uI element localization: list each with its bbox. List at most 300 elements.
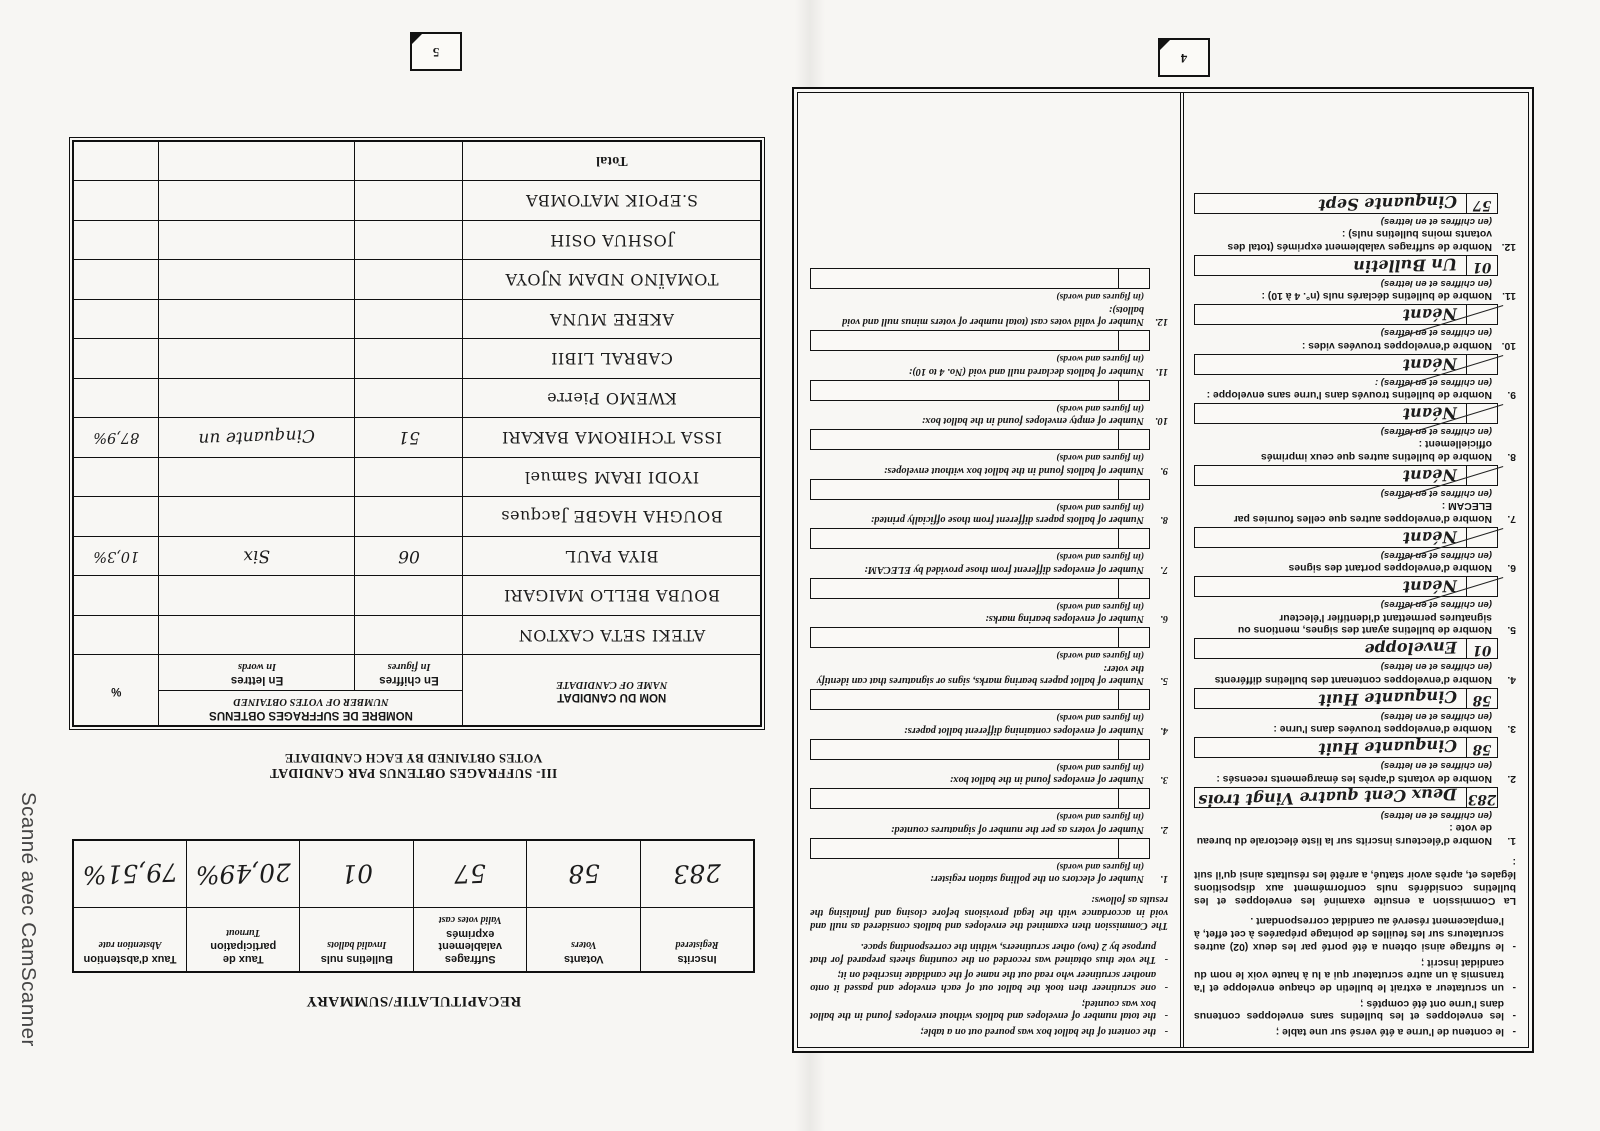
figures-box <box>1118 789 1149 808</box>
pv-item-number: 1. <box>1507 834 1516 846</box>
candidate-percent-cell <box>73 339 159 379</box>
pv-item-subtext: (en chiffres et en lettres) : <box>1374 376 1492 388</box>
pv-item-entry-box <box>1194 638 1498 659</box>
figures-box <box>1118 529 1149 548</box>
summary-value-cell <box>73 840 187 908</box>
figures-box <box>1118 839 1149 858</box>
pv-item-subtext: (en chiffres et en lettres) <box>1380 277 1492 289</box>
candidate-words-cell <box>159 536 355 576</box>
pv-item-head <box>1194 437 1516 462</box>
pv-item-text: Number of envelopes found in the ballot box: <box>949 774 1144 786</box>
handwritten-summary-value: 283 <box>672 858 722 889</box>
candidate-name: S.EPOIK MATOMBA <box>525 191 698 211</box>
candidate-name-cell <box>463 457 761 497</box>
figures-box <box>1466 788 1497 807</box>
pv-item-subtext: (in figures and words) <box>1056 501 1144 513</box>
words-line <box>811 740 1118 759</box>
candidate-percent-cell <box>73 141 159 181</box>
candidate-words-cell <box>159 141 355 181</box>
pv-item-entry-box <box>1194 304 1498 325</box>
words-line <box>811 529 1118 548</box>
candidate-row <box>73 457 761 497</box>
pv-item <box>810 429 1168 475</box>
pv-item <box>810 578 1168 624</box>
pv-item-text: Nombre de bulletins trouvés dans l'urne sans enveloppe : <box>1206 389 1492 400</box>
candidate-name-cell <box>463 220 761 260</box>
bullet-item <box>810 939 1168 964</box>
bullet-dash: - <box>1512 940 1516 952</box>
bullet-item <box>810 1024 1168 1037</box>
bullet-text: the content of the ballot box was poured out on a table; <box>920 1026 1156 1037</box>
candidate-row <box>73 378 761 418</box>
bullet-item <box>810 968 1168 993</box>
candidate-name-cell <box>463 497 761 537</box>
pv-item-text: Nombre de votants d'après les émargements recensés : <box>1216 772 1492 784</box>
candidate-percent-cell <box>73 181 159 221</box>
pv-item <box>1194 737 1516 783</box>
pv-item-entry-box <box>810 838 1150 859</box>
candidates-rows <box>73 141 761 655</box>
candidate-words-cell <box>159 497 355 537</box>
pv-item-head <box>810 364 1168 376</box>
figures-box <box>1118 269 1149 288</box>
figures-box <box>1466 466 1497 485</box>
bullet-item <box>1194 914 1516 952</box>
summary-header-cell <box>187 907 301 972</box>
pv-item-number: 3. <box>1507 723 1516 735</box>
pv-item-number: 5. <box>1507 624 1516 636</box>
candidate-figures-cell <box>355 576 463 616</box>
summary-header-en: Abstention rate <box>98 939 162 951</box>
handwritten-words: Deux Cent quatre Vingt trois <box>1198 784 1458 811</box>
pv-item-text: Number of envelopes containing different ballot papers: <box>904 724 1144 736</box>
candidate-words-cell <box>159 181 355 221</box>
pv-item <box>1194 403 1516 462</box>
candidate-words-cell <box>159 615 355 655</box>
pv-item-entry-box <box>810 788 1150 809</box>
pv-item-subtext: (in figures and words) <box>1056 353 1144 365</box>
summary-header-cell <box>300 907 414 972</box>
candidate-words-cell <box>159 220 355 260</box>
pv-item-head <box>810 513 1168 525</box>
candidate-name-header <box>463 655 761 726</box>
candidate-percent-cell <box>73 299 159 339</box>
pv-items-frame <box>797 92 1529 1048</box>
summary-header-cell <box>527 907 641 972</box>
candidate-percent-cell <box>73 615 159 655</box>
figures-header-en: In figures <box>387 660 431 672</box>
pv-item-subtext: (in figures and words) <box>1056 811 1144 823</box>
french-intro: La Commission a ensuite examiné les enveloppes et les bulletins considérés nuls conformément aux dispositions légales et, après avoir statué, a arrêté les résultats ainsi qu'il suit : <box>1194 855 1516 906</box>
summary-header-cell <box>641 907 755 972</box>
pv-item-entry-box <box>1194 688 1498 709</box>
candidates-table <box>72 140 762 727</box>
candidate-votes-figures: 06 <box>398 545 420 566</box>
candidate-row <box>73 418 761 458</box>
candidate-row <box>73 141 761 181</box>
french-items <box>1194 193 1516 846</box>
handwritten-words: Cinquante Sept <box>1318 191 1458 215</box>
handwritten-summary-value: 57 <box>453 858 487 889</box>
pv-item <box>1194 465 1516 524</box>
handwritten-words: Cinquante Huit <box>1318 687 1458 710</box>
candidate-name-cell <box>463 418 761 458</box>
candidate-figures-cell <box>355 339 463 379</box>
summary-header-fr: Suffrages valablement exprimés <box>438 927 503 965</box>
summary-value-cell <box>300 840 414 908</box>
candidate-percent-cell <box>73 536 159 576</box>
candidate-name-cell <box>463 378 761 418</box>
candidate-words-cell <box>159 339 355 379</box>
pv-item-number: 2. <box>1507 772 1516 784</box>
summary-header-en: Registered <box>675 939 719 951</box>
figures-box <box>1466 194 1497 213</box>
handwritten-summary-value: 01 <box>340 858 374 889</box>
pv-item <box>1194 784 1516 846</box>
pv-item-head <box>1194 338 1516 350</box>
pv-item-number: 7. <box>1160 563 1168 575</box>
pv-item-text: Number of envelopes bearing marks: <box>985 613 1144 625</box>
pv-item-head <box>1194 561 1516 573</box>
figures-box <box>1466 689 1497 708</box>
candidate-name-cell <box>463 299 761 339</box>
french-column <box>1180 93 1528 1047</box>
pv-item <box>1194 304 1516 350</box>
pv-item-entry-box <box>1194 784 1498 811</box>
section-title-en: VOTES OBTAINED BY EACH CANDIDATE <box>284 751 543 765</box>
pv-item <box>1194 354 1516 400</box>
handwritten-figure: 58 <box>1472 741 1492 758</box>
figures-box <box>1118 381 1149 400</box>
candidate-name-cell <box>463 536 761 576</box>
pv-item-head <box>1194 227 1516 252</box>
figures-box <box>1118 740 1149 759</box>
words-line <box>811 269 1118 288</box>
bullet-dash: - <box>1512 981 1516 993</box>
pv-item-text: Number of ballot papers bearing marks, signs or signatures that can identify the voter: <box>816 662 1144 687</box>
bullet-text: The vote thus obtained was recorded on the counting sheets prepared for that purpose by 2 (two) other scrutineers, within the corresponding space. <box>810 940 1156 965</box>
handwritten-summary-value: 20,49% <box>195 857 292 890</box>
pv-item-number: 8. <box>1507 450 1516 462</box>
figures-header-fr: En chiffres <box>379 673 439 686</box>
candidate-words-cell <box>159 457 355 497</box>
candidate-name: ISSA TCHIROMA BAKARI <box>501 428 723 448</box>
pv-item-number: 6. <box>1160 613 1168 625</box>
figures-box <box>1118 690 1149 709</box>
pv-item-number: 11. <box>1155 365 1168 377</box>
pv-item-number: 10. <box>1155 415 1168 427</box>
candidate-name-cell <box>463 181 761 221</box>
pv-item <box>810 479 1168 525</box>
pv-item-head <box>810 773 1168 785</box>
candidate-figures-cell <box>355 536 463 576</box>
bullet-text: un scrutateur a extrait le bulletin de chaque enveloppe et l'a transmis à un autre scrutateur qui a lu à haute voix le nom du candidat inscrit ; <box>1194 956 1504 993</box>
candidate-figures-cell <box>355 181 463 221</box>
candidate-row <box>73 576 761 616</box>
pv-item-number: 6. <box>1507 562 1516 574</box>
words-line <box>811 579 1118 598</box>
english-intro: The Commission then examined the envelopes and ballots considered as null and void in accordance with the legal provisions before closing and finalising the results as follows: <box>810 894 1168 932</box>
pv-item-head <box>810 414 1168 426</box>
candidate-name-cell <box>463 339 761 379</box>
pv-item-number: 8. <box>1160 514 1168 526</box>
pv-item-head <box>1194 821 1516 846</box>
candidate-figures-cell <box>355 615 463 655</box>
handwritten-words: Cinquante Huit <box>1318 736 1458 760</box>
candidates-header-row-1 <box>73 690 761 726</box>
votes-header-fr: NOMBRE DE SUFFRAGES OBTENUS <box>209 709 413 721</box>
pv-item-text: Number of ballots papers different from those officially printed: <box>870 514 1144 526</box>
page-corner-marker-4 <box>1158 38 1210 77</box>
pv-item-text: Nombre de bulletins déclarés nuls (n°. 4 à 10) : <box>1261 290 1492 302</box>
pv-item-text: Number of valid votes cast (total number of voters minus null and void ballots): <box>842 303 1144 328</box>
words-line <box>811 480 1118 499</box>
camscanner-watermark: Scanné avec CamScanner <box>17 792 40 1047</box>
words-line <box>811 381 1118 400</box>
summary-value-cell <box>641 840 755 908</box>
summary-header-cell <box>73 907 187 972</box>
pv-item-entry-box <box>810 429 1150 450</box>
pv-item <box>810 838 1168 884</box>
bullet-dash: - <box>1164 981 1168 993</box>
candidate-figures-cell <box>355 141 463 181</box>
percent-header-label: % <box>111 685 122 698</box>
candidate-name: BIYA PAUL <box>565 546 659 566</box>
candidate-figures-cell <box>355 457 463 497</box>
pv-item <box>1194 688 1516 734</box>
handwritten-summary-value: 58 <box>567 858 601 889</box>
figures-box <box>1466 528 1497 547</box>
bullet-text: le contenu de l'urne a été versé sur une table ; <box>1275 1026 1504 1037</box>
handwritten-words: Un Bulletin <box>1353 254 1458 276</box>
figures-box <box>1466 577 1497 596</box>
name-header-en: NAME OF CANDIDATE <box>556 678 668 690</box>
name-header-fr: NOM DU CANDIDAT <box>557 691 667 704</box>
pv-item-subtext: (in figures and words) <box>1056 452 1144 464</box>
handwritten-figure: 57 <box>1472 196 1492 213</box>
pv-item-number: 11. <box>1502 290 1516 302</box>
pv-item-subtext: (in figures and words) <box>1056 761 1144 773</box>
pv-item-entry-box <box>1194 255 1498 276</box>
page-number: 4 <box>1180 51 1188 66</box>
figures-box <box>1466 355 1497 374</box>
pv-item-head <box>810 612 1168 624</box>
candidate-name: ATEKI SETA CAXTON <box>518 625 706 645</box>
pv-item-text: Number of ballots declared null and void (No. 4 to 10): <box>908 365 1144 377</box>
pv-item-head <box>1194 722 1516 734</box>
candidates-table-wrap <box>72 140 762 727</box>
candidate-name-cell <box>463 576 761 616</box>
figures-box <box>1118 579 1149 598</box>
pv-item <box>1194 255 1516 301</box>
pv-item-head <box>1194 499 1516 524</box>
handwritten-figure: 01 <box>1472 258 1492 275</box>
pv-item-entry-box <box>810 739 1150 760</box>
candidate-name: KWEMO Pierre <box>546 388 677 408</box>
figures-box <box>1466 305 1497 324</box>
pv-item-subtext: (in figures and words) <box>1056 650 1144 662</box>
pv-item <box>1194 576 1516 635</box>
candidate-words-cell <box>159 260 355 300</box>
pv-item-entry-box <box>810 578 1150 599</box>
summary-header-en: Turnout <box>226 926 261 938</box>
figures-box <box>1118 480 1149 499</box>
section-title-fr: III- SUFFRAGES OBTENUS PAR CANDIDAT <box>269 766 558 781</box>
figures-box <box>1118 430 1149 449</box>
pv-item-text: Nombre d'enveloppes contenant des bulletins différents <box>1214 673 1492 685</box>
handwritten-figure: 283 <box>1467 790 1497 807</box>
candidate-name-cell <box>463 615 761 655</box>
summary-values-row <box>73 840 754 908</box>
pv-item-head <box>810 723 1168 735</box>
bullet-text: les enveloppes et les bulletins sans enveloppes contenus dans l'urne ont été comptés ; <box>1194 997 1504 1022</box>
figures-box <box>1118 628 1149 647</box>
pv-item-text: Nombre de bulletins ayant des signes, mentions ou signatures permettant d'identifier l'électeur <box>1237 611 1492 636</box>
handwritten-words: Néant <box>1402 527 1458 548</box>
summary-header-en: Voters <box>570 939 597 951</box>
words-line <box>811 789 1118 808</box>
pv-item <box>810 380 1168 426</box>
pv-item-subtext: (in figures and words) <box>1056 600 1144 612</box>
bullet-item <box>810 996 1168 1021</box>
bullet-item <box>1194 996 1516 1021</box>
pv-item-entry-box <box>1194 465 1498 486</box>
pv-item-text: Nombre d'enveloppes trouvées dans l'urne : <box>1273 723 1492 735</box>
candidate-figures-cell <box>355 260 463 300</box>
words-line <box>811 690 1118 709</box>
pv-item <box>810 788 1168 834</box>
candidate-row <box>73 220 761 260</box>
candidate-words-cell <box>159 576 355 616</box>
pv-item-subtext: (en chiffres et en lettres) <box>1380 760 1492 772</box>
handwritten-words: Néant <box>1402 465 1458 486</box>
candidate-figures-cell <box>355 497 463 537</box>
pv-item-subtext: (en chiffres et en lettres) <box>1380 487 1492 499</box>
figures-box <box>1466 256 1497 275</box>
candidate-row <box>73 536 761 576</box>
handwritten-figure: 01 <box>1472 642 1492 659</box>
bullet-dash: - <box>1164 953 1168 965</box>
pv-item-entry-box <box>1194 403 1498 424</box>
pv-item <box>810 268 1168 327</box>
summary-header-en: Invalid ballots <box>327 939 387 951</box>
summary-header-fr: Inscrits <box>677 953 717 965</box>
candidate-figures-cell <box>355 220 463 260</box>
french-bullets <box>1194 914 1516 1037</box>
summary-title: RECAPITULATIF/SUMMARY <box>305 993 522 1009</box>
handwritten-words: Néant <box>1402 403 1458 424</box>
english-items <box>810 268 1168 884</box>
page-corner-marker-5 <box>410 32 462 71</box>
words-header <box>159 655 355 690</box>
pv-item-subtext: (en chiffres et en lettres) <box>1380 426 1492 437</box>
pv-item-entry-box <box>1194 737 1498 758</box>
summary-header-fr: Votants <box>563 953 604 965</box>
pv-item-number: 2. <box>1160 823 1168 835</box>
summary-header-cell <box>414 907 528 972</box>
pv-items-page <box>792 87 1534 1053</box>
figures-header <box>355 655 463 690</box>
pv-item-text: Nombre d'enveloppes autres que celles fournies par ELECAM : <box>1233 500 1492 524</box>
bullet-item <box>1194 955 1516 993</box>
candidate-name: BOUGHA HAGBE Jacques <box>500 507 723 527</box>
handwritten-figure: 58 <box>1472 691 1492 708</box>
pv-item-number: 4. <box>1507 673 1516 685</box>
pv-item-number: 12. <box>1501 240 1516 252</box>
pv-item-entry-box <box>810 528 1150 549</box>
candidate-votes-figures: 51 <box>398 427 420 448</box>
candidate-row <box>73 339 761 379</box>
pv-item-entry-box <box>810 627 1150 648</box>
pv-item-entry-box <box>810 689 1150 710</box>
handwritten-words: Néant <box>1402 304 1458 325</box>
pv-item-head <box>810 302 1168 327</box>
pv-item-head <box>810 661 1168 686</box>
candidate-figures-cell <box>355 378 463 418</box>
pv-item-subtext: (in figures and words) <box>1056 551 1144 563</box>
summary-header-fr: Taux de participation <box>210 940 277 965</box>
bullet-dash: - <box>1512 1026 1516 1037</box>
words-line <box>811 430 1118 449</box>
pv-item-subtext: (en chiffres et en lettres) <box>1380 599 1492 611</box>
words-header-en: In words <box>237 660 277 672</box>
pv-item-head <box>1194 672 1516 684</box>
candidate-percent-cell <box>73 378 159 418</box>
votes-obtained-header <box>159 690 463 726</box>
pv-item <box>1194 193 1516 252</box>
pv-item-entry-box <box>1194 193 1498 214</box>
candidate-figures-cell <box>355 418 463 458</box>
pv-item-text: Nombre de suffrages valablement exprimés (total des votants moins bulletins nuls) : <box>1227 228 1492 252</box>
summary-header-fr: Taux d'abstention <box>83 953 177 965</box>
candidate-row <box>73 299 761 339</box>
candidate-percent: 87,9% <box>93 429 140 446</box>
pv-item-text: Nombre de bulletins autres que ceux imprimés officiellement : <box>1261 438 1492 462</box>
figures-box <box>1466 639 1497 658</box>
candidate-row <box>73 181 761 221</box>
pv-item-entry-box <box>1194 354 1498 375</box>
candidate-words-cell <box>159 418 355 458</box>
bullet-text: le suffrage ainsi obtenu a été porté par les deux (02) autres scrutateurs sur les feuilles de pointage préparées à cet effet, à l'emplacement réservé au candidat correspondant . <box>1194 915 1504 952</box>
pv-item-number: 4. <box>1160 724 1168 736</box>
pv-item-subtext: (en chiffres et en lettres) <box>1380 661 1492 673</box>
pv-item-text: Nombre d'enveloppes portant des signes <box>1288 562 1492 574</box>
bullet-item <box>1194 1024 1516 1037</box>
candidate-row <box>73 260 761 300</box>
pv-item-head <box>810 822 1168 834</box>
summary-value-cell <box>187 840 301 908</box>
pv-item-subtext: (in figures and words) <box>1056 712 1144 724</box>
pv-item-number: 7. <box>1507 512 1516 524</box>
pv-item-subtext: (in figures and words) <box>1056 402 1144 414</box>
summary-value-cell <box>527 840 641 908</box>
candidate-percent-cell <box>73 457 159 497</box>
figures-box <box>1466 738 1497 757</box>
votes-header-en: NUMBER OF VOTES OBTAINED <box>233 696 389 708</box>
candidate-name: IYODI IRAM Samuel <box>524 467 700 487</box>
pv-item-subtext: (en chiffres et en lettres) <box>1380 549 1492 561</box>
handwritten-words: Néant <box>1402 353 1458 375</box>
candidate-words-cell <box>159 378 355 418</box>
words-header-fr: En lettres <box>230 673 284 686</box>
summary-header-fr: Bulletins nuls <box>320 953 393 965</box>
candidate-percent-cell <box>73 497 159 537</box>
pv-item-subtext: (in figures and words) <box>1056 291 1144 303</box>
pv-item-text: Nombre d'électeurs inscrits sur la liste électorale du bureau de vote : <box>1196 822 1492 846</box>
figures-box <box>1466 404 1497 423</box>
candidate-name: CABRAL LIBII <box>550 349 673 369</box>
pv-item-text: Number of envelopes different from those provided by ELECAM: <box>864 563 1144 575</box>
